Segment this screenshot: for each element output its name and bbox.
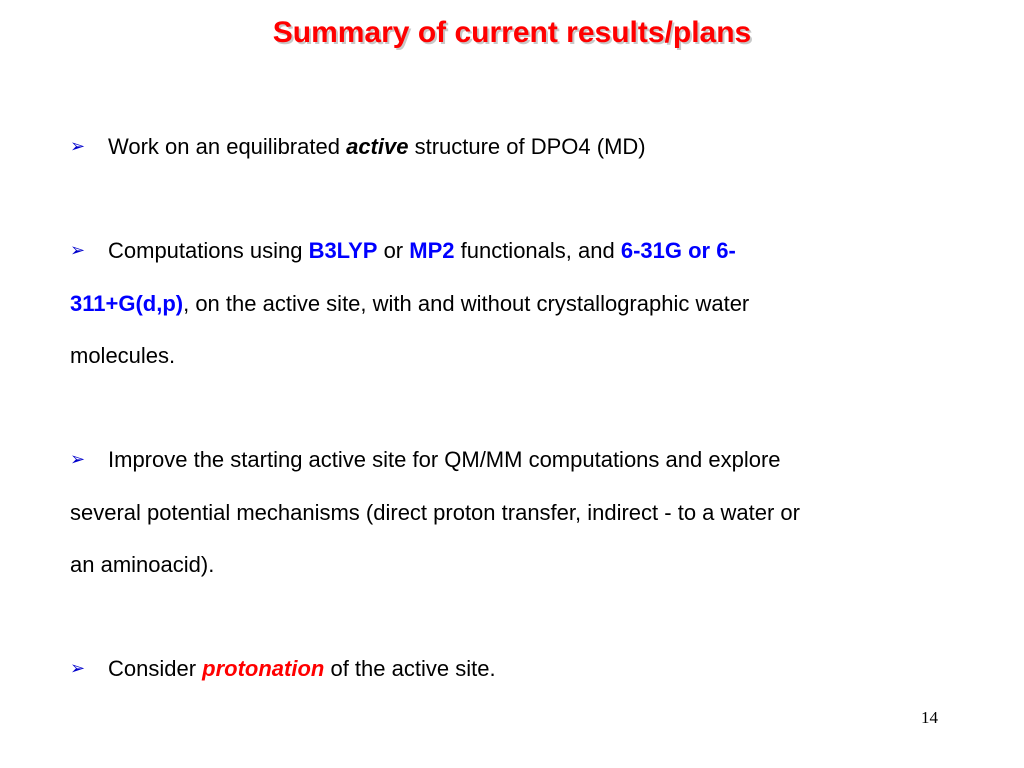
page-number: 14 xyxy=(921,708,938,727)
emphasis-active: active xyxy=(346,134,409,159)
bullet-line xyxy=(70,121,950,174)
bullet-text: of the active site. xyxy=(324,656,496,681)
bullet-text: Computations using xyxy=(108,238,309,263)
bullet-text: Improve the starting active site for QM/MM computations and explore xyxy=(108,447,781,472)
bullet-line xyxy=(70,539,950,591)
bullet-line xyxy=(70,225,950,278)
emphasis-basis-set: 6-31G or 6- xyxy=(620,238,736,263)
emphasis-protonation: protonation xyxy=(202,656,325,681)
emphasis-basis-set: 311+G(d,p) xyxy=(70,291,184,316)
bullet-text: an aminoacid). xyxy=(70,552,215,577)
arrow-bullet-icon: ➢ xyxy=(70,240,86,260)
bullet-line xyxy=(70,643,950,696)
bullet-item-2 xyxy=(70,225,950,382)
bullet-text: , on the active site, with and without crystallographic water xyxy=(183,291,750,316)
bullet-text: or xyxy=(377,238,410,263)
bullet-item-4 xyxy=(70,643,950,696)
slide-title: Summary of current results/plans xyxy=(272,16,752,49)
emphasis-mp2: MP2 xyxy=(409,238,455,263)
bullet-text: Consider xyxy=(108,656,203,681)
bullet-item-1 xyxy=(70,121,950,174)
arrow-bullet-icon: ➢ xyxy=(70,449,86,469)
bullet-line xyxy=(70,330,950,382)
bullet-line xyxy=(70,278,950,330)
bullet-text: structure of DPO4 (MD) xyxy=(408,134,646,159)
emphasis-b3lyp: B3LYP xyxy=(308,238,378,263)
bullet-text: functionals, and xyxy=(454,238,621,263)
arrow-bullet-icon: ➢ xyxy=(70,658,86,678)
bullet-text: molecules. xyxy=(70,343,176,368)
bullet-text: Work on an equilibrated xyxy=(108,134,347,159)
bullet-line xyxy=(70,434,950,487)
bullet-line xyxy=(70,487,950,539)
arrow-bullet-icon: ➢ xyxy=(70,136,86,156)
bullet-item-3 xyxy=(70,434,950,591)
bullet-text: several potential mechanisms (direct proton transfer, indirect - to a water or xyxy=(70,500,800,525)
